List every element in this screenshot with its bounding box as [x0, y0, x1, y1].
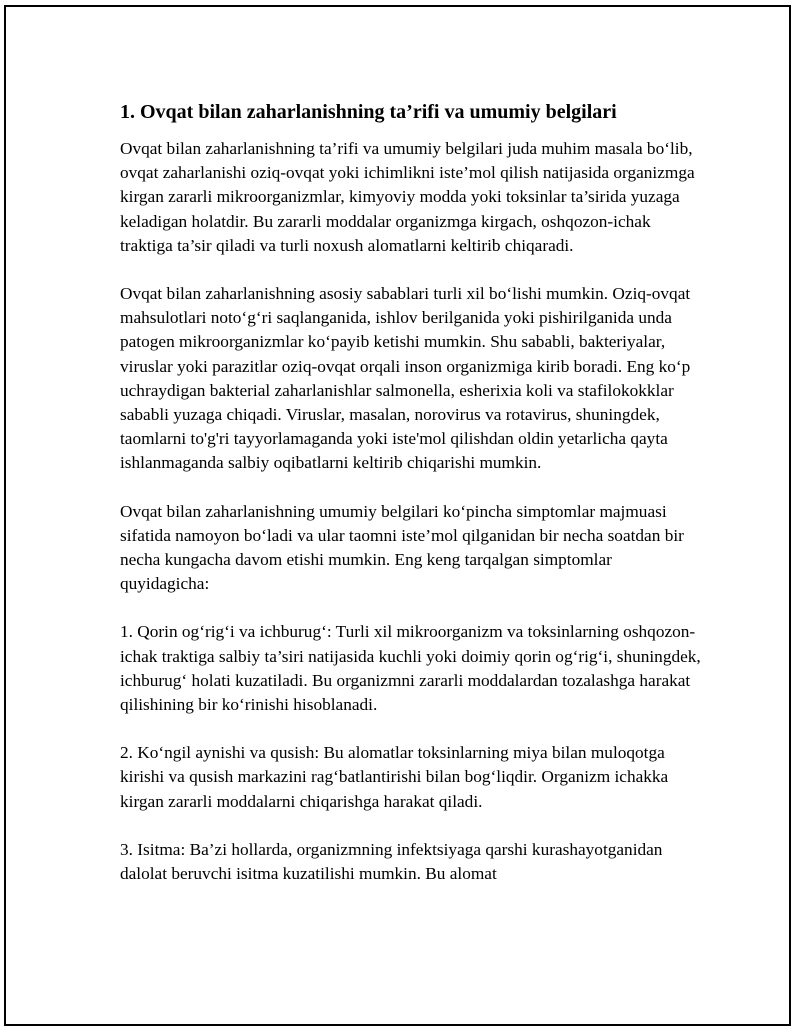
paragraph-symptom-nausea: 2. Ko‘ngil aynishi va qusish: Bu alomatlar toksinlarning miya bilan muloqotga kirishi va qusish markazini rag‘batlantirishi bilan bog‘liqdir. Organizm ichakka kirgan zararli moddalarni chiqarishga harakat qiladi. [120, 743, 669, 811]
paragraph-symptoms-intro: Ovqat bilan zaharlanishning umumiy belgilari ko‘pincha simptomlar majmuasi sifatida namoyon bo‘ladi va ular taomni iste’mol qilganidan bir necha soatdan bir necha kungacha davom etishi mumkin. Eng keng tarqalgan simptomlar quyidagicha: [120, 501, 684, 594]
page-frame [4, 5, 791, 1026]
paragraph-definition: Ovqat bilan zaharlanishning ta’rifi va umumiy belgilari juda muhim masala bo‘lib, ovqat zaharlanishi oziq-ovqat yoki ichimlikni iste’mol qilish natijasida organizmga kirgan zararli mikroorganizmlar, kimyoviy modda yoki toksinlar ta’sirida yuzaga keladigan holatdir. Bu zararli moddalar organizmga kirgach, oshqozon-ichak traktiga ta’sir qiladi va turli noxush alomatlarni keltirib chiqaradi. [120, 139, 695, 255]
paragraph-symptom-fever: 3. Isitma: Ba’zi hollarda, organizmning infektsiyaga qarshi kurashayotganidan dalolat beruvchi isitma kuzatilishi mumkin. Bu alomat [120, 839, 663, 884]
section-title: 1. Ovqat bilan zaharlanishning ta’rifi va umumiy belgilari [120, 101, 617, 123]
paragraph-symptom-abdominal-pain: 1. Qorin og‘rig‘i va ichburug‘: Turli xil mikroorganizm va toksinlarning oshqozon-ichak traktiga salbiy ta’siri natijasida kuchli yoki doimiy qorin og‘rig‘i, shuningdek, ichburug‘ holati kuzatiladi. Bu organizmni zararli moddalardan tozalashga harakat qilishining bir ko‘rinishi hisoblanadi. [120, 622, 701, 715]
paragraph-causes: Ovqat bilan zaharlanishning asosiy sabablari turli xil bo‘lishi mumkin. Oziq-ovqat mahsulotlari noto‘g‘ri saqlanganida, ishlov berilganida yoki pishirilganida unda patogen mikroorganizmlar ko‘payib ketishi mumkin. Shu sababli, bakteriyalar, viruslar yoki parazitlar oziq-ovqat orqali inson organizmiga kirib boradi. Eng ko‘p uchraydigan bakterial zaharlanishlar salmonella, esherixia koli va stafilokokklar sababli yuzaga chiqadi. Viruslar, masalan, norovirus va rotavirus, shuningdek, taomlarni to'g'ri tayyorlamaganda yoki iste'mol qilishdan oldin yetarlicha qayta ishlanmaganda salbiy oqibatlarni keltirib chiqarishi mumkin. [120, 284, 691, 473]
document-body [120, 99, 705, 886]
